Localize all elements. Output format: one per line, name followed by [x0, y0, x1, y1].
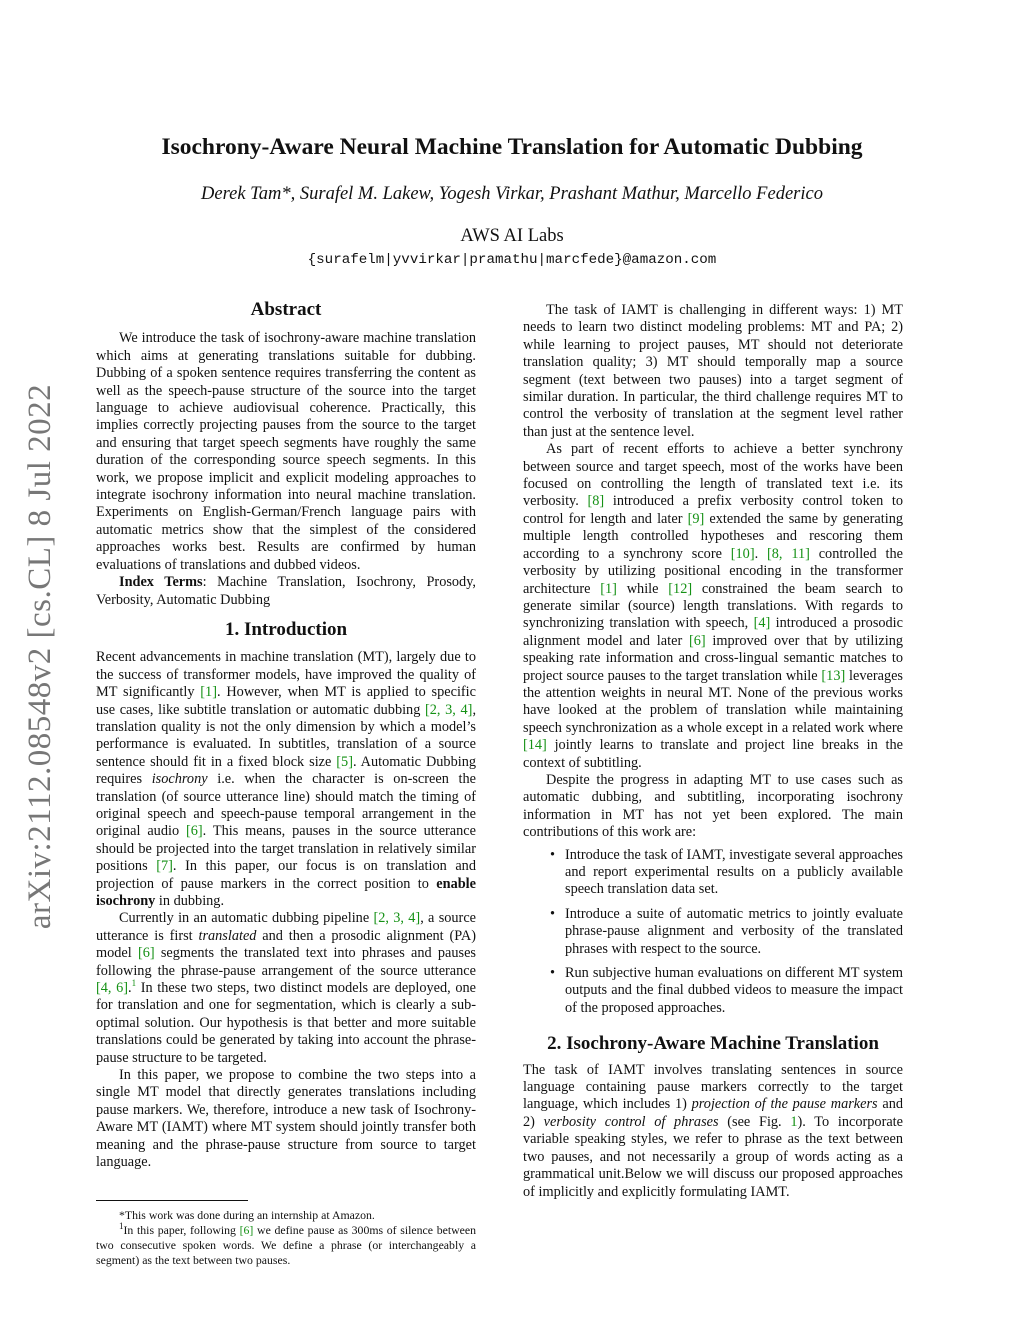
footnote-marker[interactable]: 1 [131, 978, 137, 989]
citation-link[interactable]: [6] [688, 632, 706, 649]
emphasis: translated [198, 927, 257, 944]
citation-link[interactable]: [6] [239, 1222, 254, 1237]
intro-paragraph-4: The task of IAMT is challenging in different ways: 1) MT needs to learn two distinct modeling problems: MT and PA; 2) while learning to project pauses, MT should not deteriorate translation quality; 3) MT should temporally map a source segment (text between two pauses) into a target segment of similar duration. In particular, the third challenge requires MT to control the verbosity of translation at the segment level rather than just at the sentence level. [523, 302, 903, 440]
intro-paragraph-3: In this paper, we propose to combine the two steps into a single MT model that directly generates translations including pause markers. We, therefore, introduce a new task of Isochrony-Aware MT (IAMT) where MT system should jointly transfer both meaning and the phrase-pause structure from source to target language. [96, 1067, 476, 1171]
footnote-1: $^1$In this paper, following [6] we define pause as 300ms of silence between two consecutive spoken words. We define a phrase (or interchangeably a segment) as the text between two pauses. [96, 1220, 477, 1267]
right-column [523, 302, 903, 1201]
author-list: Derek Tam*, Surafel M. Lakew, Yogesh Virkar, Prashant Mathur, Marcello Federico [201, 184, 823, 204]
citation-link[interactable]: [7] [156, 858, 173, 875]
author-emails: {surafelm|yvvirkar|pramathu|marcfede}@amazon.com [307, 252, 717, 268]
affiliation: AWS AI Labs [460, 226, 564, 246]
contributions-list [523, 847, 903, 1018]
citation-link[interactable]: [14] [523, 737, 547, 754]
bullet-icon: • [550, 905, 556, 922]
list-item: • Introduce the task of IAMT, investigate several approaches and report experimental results on a publicly available speech translation data set. [550, 846, 903, 898]
footnote-divider [96, 1200, 248, 1201]
footnote-number: 1 [119, 1220, 124, 1231]
citation-link[interactable]: [6] [137, 945, 155, 962]
bullet-icon: • [550, 965, 556, 982]
bold-emphasis: enable isochrony [96, 875, 476, 909]
list-item: • Introduce a suite of automatic metrics to jointly evaluate phrase-pause alignment and verbosity of the translated phrases with respect to the source. [550, 905, 903, 957]
citation-link[interactable]: [12] [668, 580, 693, 597]
citation-link[interactable]: [9] [687, 510, 705, 527]
intro-paragraph-6: Despite the progress in adapting MT to use cases such as automatic dubbing, and subtitling, incorporating isochrony information in MT has not yet been explored. The main contributions of this work are: [523, 771, 903, 841]
intro-heading: 1. Introduction [224, 618, 348, 640]
citation-link[interactable]: [2, 3, 4] [425, 701, 473, 718]
left-column [96, 299, 477, 1268]
abstract-heading: Abstract [250, 299, 322, 320]
footnote-star: *This work was done during an internship at Amazon. [119, 1207, 375, 1222]
citation-link[interactable]: [8, 11] [767, 545, 810, 562]
index-terms-label: Index Terms [119, 574, 203, 591]
citation-link[interactable]: [10] [730, 545, 755, 562]
intro-paragraph-1: Recent advancements in machine translation (MT), largely due to the success of transformer models, have improved the quality of MT significantly [1]. However, when MT is applied to specific use cases, like subtitle translation or automatic dubbing [2, 3, 4], translation quality is not the only dimension by which a model’s performance is evaluated. In subtitles, translation of a source sentence should fit in a fixed block size [5]. Automatic Dubbing requires isochrony i.e. when the character is on-screen the translation (of source utterance line) should match the timing of original speech and speech-pause temporal arrangement in the original audio [6]. This means, pauses in the source utterance should be projected into the target translation in relatively similar positions [7]. In this paper, our focus is on translation and projection of pause markers in the correct position to enable isochrony in dubbing. [96, 649, 477, 909]
citation-link[interactable]: [1] [600, 580, 617, 597]
bullet-icon: • [550, 846, 556, 863]
citation-link[interactable]: [13] [821, 667, 846, 684]
intro-paragraph-5: As part of recent efforts to achieve a better synchrony between source and target speech, most of the works have been focused on controlling the length of translated text i.e. its verbosity. [8] introduced a prefix verbosity control token to control for length and later [9] extended the same by generating multiple length controlled hypotheses and rescoring them according to a synchrony score [10]. [8, 11] controlled the verbosity by utilizing positional encoding in the transformer architecture [1] while [12] constrained the beam search to generate similar (source) length translations. With regards to synchronizing translation with speech, [4] introduced a prosodic alignment model and later [6] improved over that by utilizing speaking rate information and cross-lingual semantic matches to project source pauses to the target translation while [13] leverages the attention weights in neural MT. None of the previous works have looked at the problem of translation while maintaining speech synchronization as a whole except in a related work where [14] jointly learns to translate and project line breaks in the context of subtitling. [523, 441, 904, 771]
list-item: • Run subjective human evaluations on different MT system outputs and the final dubbed videos to measure the impact of the proposed approaches. [550, 965, 903, 1016]
emphasis: verbosity control of phrases [543, 1113, 719, 1130]
index-terms-list: : Machine Translation, Isochrony, Prosody, Verbosity, Automatic Dubbing [96, 574, 476, 608]
intro-paragraph-2: Currently in an automatic dubbing pipeline [2, 3, 4], a source utterance is first translated and then a prosodic alignment (PA) model [6] segments the translated text into phrases and pauses following the phrase-pause arrangement of the source utterance [4, 6].$^1$ In these two steps, two distinct models are deployed, one for translation and one for segmentation, which is clearly a sub-optimal solution. Our hypothesis is that better and more suitable translations could be generated by taking into account the phrase-pause structure to be targeted. [96, 910, 477, 1066]
abstract-text: We introduce the task of isochrony-aware machine translation which aims at generating translations suitable for dubbing. Dubbing of a spoken sentence requires transferring the content as well as the speech-pause structure of the source into the target language to achieve audiovisual coherence. Practically, this implies correctly projecting pauses from the source to the target and ensuring that target speech segments have roughly the same duration of the corresponding source speech segments. In this work, we propose implicit and explicit modeling approaches to integrate isochrony information into neural machine translation. Experiments on English-German/French language pairs with automatic metrics show that the simplest of the considered approaches works best. Results are confirmed by human evaluations of translations and dubbed videos. [96, 330, 476, 573]
section2-paragraph-1: The task of IAMT involves translating sentences in source language containing pause markers correctly to the target language, which includes 1) projection of the pause markers and 2) verbosity control of phrases (see Fig. 1). To incorporate variable speaking styles, we refer to phrase as the text between two pauses, and not necessarily a group of words acting as a grammatical unit.Below we will discuss our proposed approaches of implicitly and explicitly formulating IAMT. [523, 1061, 903, 1200]
section2-heading: 2. Isochrony-Aware Machine Translation [547, 1033, 879, 1055]
paper-title: Isochrony-Aware Neural Machine Translation for Automatic Dubbing [161, 134, 863, 160]
emphasis: isochrony [151, 771, 208, 788]
citation-link[interactable]: [1] [200, 684, 217, 701]
citation-link[interactable]: [2, 3, 4] [373, 910, 421, 927]
citation-link[interactable]: [8] [587, 493, 605, 510]
citation-link[interactable]: [5] [336, 753, 353, 770]
arxiv-watermark: arXiv:2112.08548v2 [cs.CL] 8 Jul 2022 [22, 383, 59, 929]
index-terms [96, 574, 476, 609]
citation-link[interactable]: [4] [753, 615, 771, 632]
figure-link[interactable]: 1 [790, 1113, 798, 1130]
citation-link[interactable]: [4, 6] [96, 980, 129, 997]
citation-link[interactable]: [6] [185, 823, 203, 840]
emphasis: projection of the pause markers [691, 1096, 878, 1113]
